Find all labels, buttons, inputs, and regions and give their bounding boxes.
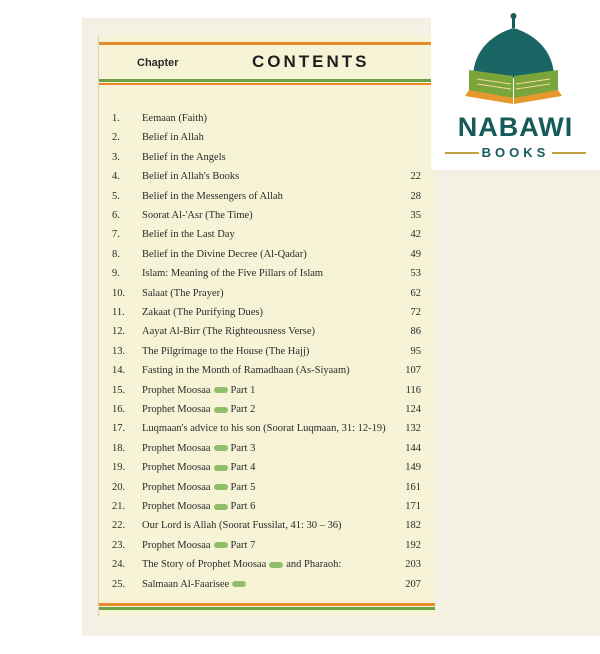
toc-title: Belief in the Angels (142, 151, 226, 163)
toc-title: Eemaan (Faith) (142, 113, 208, 124)
toc-number: 7. (112, 229, 120, 241)
toc-title-text: Part 6 (230, 501, 256, 512)
toc-title (142, 537, 255, 555)
orange-rule (99, 42, 435, 45)
toc-title-text: Part 7 (230, 539, 256, 551)
toc-page-number: 144 (405, 442, 421, 454)
toc-page-number: 192 (405, 539, 421, 551)
toc-row (99, 226, 435, 244)
toc-page-number: 149 (405, 462, 421, 474)
toc-title-text: Prophet Moosaa (142, 442, 211, 454)
toc-title-text: Prophet Moosaa (142, 462, 211, 474)
toc-title: Belief in Allah (142, 132, 204, 144)
toc-page-number: 28 (410, 190, 421, 202)
toc-row (99, 265, 435, 283)
toc-title (142, 479, 255, 497)
toc-row (99, 420, 435, 438)
honorific-glyph-icon (269, 562, 283, 568)
toc-number: 24. (112, 559, 126, 571)
toc-title: Islam: Meaning of the Five Pillars of Islam (142, 268, 324, 280)
toc-row (99, 343, 435, 361)
honorific-glyph-icon (232, 581, 246, 587)
honorific-glyph-icon (214, 407, 228, 413)
page-title: CONTENTS (252, 52, 370, 71)
toc-page-number: 182 (405, 520, 421, 532)
toc-title-text: and Pharaoh: (286, 559, 342, 571)
toc-page-number: 107 (405, 365, 421, 377)
toc-title: Belief in the Divine Decree (Al-Qadar) (142, 248, 307, 260)
toc-page-number: 72 (410, 307, 421, 318)
toc-title: Soorat Al-'Asr (The Time) (142, 210, 253, 221)
toc-row (99, 110, 435, 128)
toc-page-number: 207 (405, 578, 421, 590)
toc-page-number: 53 (410, 268, 421, 280)
contents-page (98, 35, 435, 617)
toc-row (99, 149, 435, 167)
toc-title-text: Part 1 (230, 384, 256, 396)
toc-page-number: 49 (410, 248, 421, 260)
toc-title-text: The Story of Prophet Moosaa (142, 559, 267, 571)
toc-number: 14. (112, 365, 126, 377)
toc-number: 1. (112, 113, 120, 124)
toc-title: Belief in Allah's Books (142, 171, 240, 183)
toc-number: 6. (112, 210, 120, 221)
toc-number: 21. (112, 501, 126, 512)
toc-number: 17. (112, 423, 126, 435)
toc-number: 13. (112, 345, 126, 357)
toc-title: Fasting in the Month of Ramadhaan (As-Siyaam) (142, 365, 350, 377)
toc-number: 16. (112, 404, 126, 415)
toc-title: Our Lord is Allah (Soorat Fussilat, 41: 30 – 36) (142, 520, 342, 532)
toc-row (99, 207, 435, 225)
toc-title-text: Prophet Moosaa (142, 501, 211, 512)
green-rule (99, 79, 435, 82)
toc-number: 19. (112, 462, 126, 474)
toc-number: 25. (112, 578, 126, 590)
toc-title-text: Part 4 (230, 462, 256, 474)
toc-row (99, 362, 435, 380)
toc-page-number: 161 (405, 481, 421, 493)
toc-title: Belief in the Messengers of Allah (142, 190, 283, 202)
toc-title-text: Prophet Moosaa (142, 404, 211, 415)
toc-title-text: Prophet Moosaa (142, 539, 211, 551)
toc-page-number: 116 (405, 384, 421, 396)
toc-number: 15. (112, 384, 126, 396)
toc-page-number: 35 (410, 210, 421, 221)
toc-title: Luqmaan's advice to his son (Soorat Luqmaan, 31: 12-19) (142, 423, 386, 435)
toc-number: 4. (112, 171, 120, 183)
toc-number: 3. (112, 151, 120, 163)
toc-number: 2. (112, 132, 120, 144)
toc-page-number: 86 (410, 326, 421, 338)
toc-row (99, 479, 435, 497)
brand-divider (552, 152, 586, 154)
toc-row (99, 129, 435, 147)
toc-title (142, 459, 255, 477)
toc-title: Salaat (The Prayer) (142, 287, 224, 299)
orange-rule (99, 603, 435, 606)
honorific-glyph-icon (214, 445, 228, 451)
toc-number: 20. (112, 481, 126, 493)
toc-title (142, 382, 255, 400)
toc-title-text: Prophet Moosaa (142, 384, 211, 396)
honorific-glyph-icon (214, 504, 228, 510)
toc-number: 11. (112, 307, 125, 318)
toc-row (99, 285, 435, 303)
toc-row (99, 304, 435, 322)
toc-row (99, 459, 435, 477)
toc-row (99, 576, 435, 594)
toc-row (99, 498, 435, 516)
toc-page-number: 62 (410, 287, 421, 299)
toc-title (142, 556, 341, 574)
toc-title: The Pilgrimage to the House (The Hajj) (142, 345, 310, 357)
toc-number: 18. (112, 442, 126, 454)
toc-title-text: Part 5 (230, 481, 256, 493)
toc-page-number: 132 (405, 423, 421, 435)
toc-number: 12. (112, 326, 126, 338)
toc-row (99, 517, 435, 535)
toc-title: Belief in the Last Day (142, 229, 235, 241)
mosque-dome-book-icon (431, 0, 600, 110)
orange-rule (99, 83, 435, 85)
toc-row (99, 382, 435, 400)
toc-row (99, 556, 435, 574)
toc-number: 9. (112, 268, 120, 280)
honorific-glyph-icon (214, 387, 228, 393)
toc-page-number: 95 (410, 345, 421, 357)
toc-row (99, 188, 435, 206)
toc-row (99, 246, 435, 264)
green-rule (99, 607, 435, 610)
toc-number: 5. (112, 190, 120, 202)
toc-title: Aayat Al-Birr (The Righteousness Verse) (142, 326, 316, 338)
toc-title-text: Prophet Moosaa (142, 481, 211, 493)
toc-page-number: 124 (405, 404, 421, 415)
toc-number: 22. (112, 520, 126, 532)
toc-title-text: Part 3 (230, 442, 256, 454)
toc-title (142, 401, 255, 419)
toc-row (99, 440, 435, 458)
toc-title-text: Salmaan Al-Faarisee (142, 578, 230, 590)
toc-number: 23. (112, 539, 126, 551)
toc-page-number: 203 (405, 559, 421, 571)
toc-row (99, 168, 435, 186)
toc-title: Zakaat (The Purifying Dues) (142, 307, 264, 318)
toc-title-text: Part 2 (230, 404, 256, 415)
toc-page-number: 42 (410, 229, 421, 241)
brand-name: NABAWI (457, 112, 574, 142)
honorific-glyph-icon (214, 542, 228, 548)
nabawi-logo (431, 0, 600, 170)
toc-page-number: 171 (405, 501, 421, 512)
honorific-glyph-icon (214, 465, 228, 471)
toc-title (142, 576, 249, 594)
toc-row (99, 323, 435, 341)
toc-page-number: 22 (410, 171, 421, 183)
toc-number: 10. (112, 287, 126, 299)
toc-row (99, 401, 435, 419)
honorific-glyph-icon (214, 484, 228, 490)
toc-title (142, 498, 255, 516)
toc-title (142, 440, 255, 458)
toc-number: 8. (112, 248, 120, 260)
toc-row (99, 537, 435, 555)
chapter-label: Chapter (137, 57, 179, 69)
brand-subtitle: BOOKS (481, 145, 550, 160)
